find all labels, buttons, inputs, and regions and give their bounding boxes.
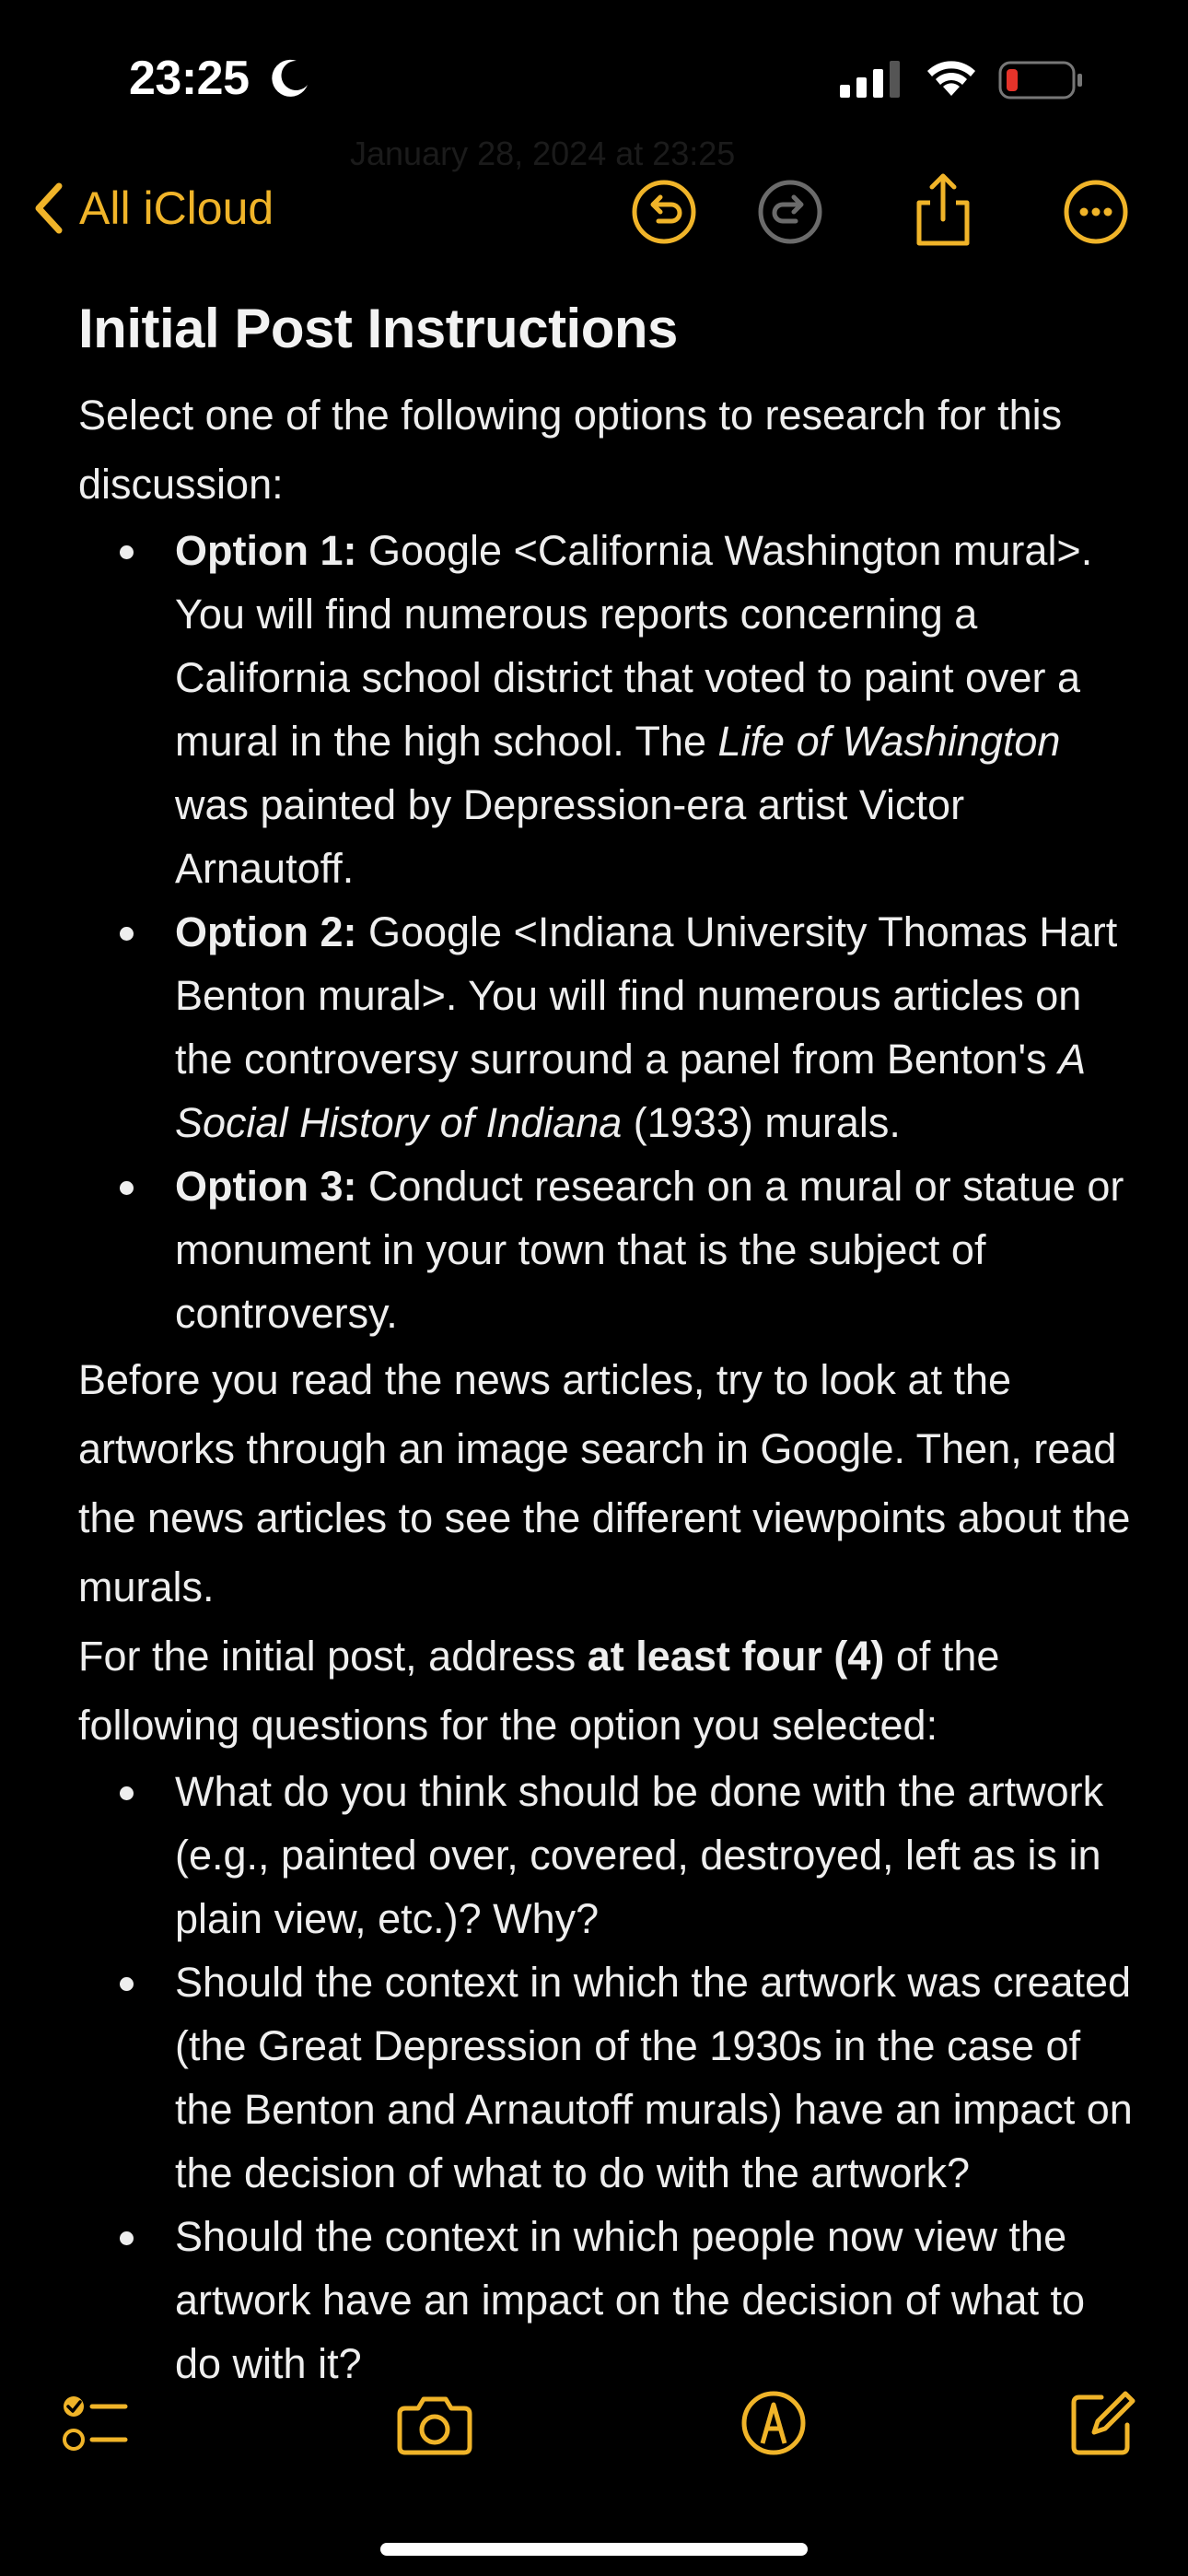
- back-label: All iCloud: [79, 182, 274, 234]
- list-item: [78, 900, 1137, 1154]
- undo-icon[interactable]: [629, 177, 699, 247]
- initial-post-paragraph: [78, 1622, 1137, 1760]
- option-text: (1933) murals.: [622, 1099, 901, 1146]
- share-icon[interactable]: [908, 171, 978, 249]
- note-date: January 28, 2024 at 23:25: [350, 135, 736, 172]
- para-bold: at least four (4): [587, 1633, 885, 1680]
- note-heading: Initial Post Instructions: [78, 298, 678, 359]
- note-body[interactable]: [78, 297, 1137, 2395]
- list-item: What do you think should be done with the artwork (e.g., painted over, covered, destroyed, left as is in plain view, etc.)? Why?: [78, 1760, 1137, 1950]
- home-indicator[interactable]: [380, 2543, 808, 2556]
- artwork-title: Life of Washington: [717, 718, 1061, 765]
- option-label: Option 2:: [175, 908, 357, 955]
- status-time: 23:25: [129, 52, 250, 105]
- option-text: was painted by Depression-era artist Victor Arnautoff.: [175, 781, 965, 892]
- option-label: Option 3:: [175, 1163, 357, 1210]
- options-list: [78, 519, 1137, 1345]
- questions-list: [78, 1760, 1137, 2395]
- list-item: Should the context in which the artwork was created (the Great Depression of the 1930s in the case of the Benton and Arnautoff murals) have an impact on the decision of what to do with the artwork?: [78, 1950, 1137, 2205]
- option-text: Google <California Washington mural>. You will find numerous reports concerning a California school district that voted to paint over a mural in the high school. The: [175, 527, 1093, 765]
- list-item: [78, 519, 1137, 900]
- checklist-icon[interactable]: [59, 2388, 129, 2458]
- option-label: Option 1:: [175, 527, 357, 574]
- redo-icon[interactable]: [755, 177, 825, 247]
- back-button[interactable]: [31, 181, 274, 236]
- para-text: For the initial post, address: [78, 1633, 588, 1680]
- research-paragraph: Before you read the news articles, try to look at the artworks through an image search in Google. Then, read the news articles to see the different viewpoints about the murals.: [78, 1356, 1131, 1610]
- list-item: Should the context in which people now view the artwork have an impact on the decision of what to do with it?: [78, 2205, 1137, 2395]
- para-text: of the following questions for the option you selected:: [78, 1633, 1000, 1749]
- intro-paragraph: Select one of the following options to research for this discussion:: [78, 392, 1063, 508]
- compose-icon[interactable]: [1066, 2388, 1136, 2458]
- more-icon[interactable]: [1061, 177, 1131, 247]
- option-text: Google <Indiana University Thomas Hart Benton mural>. You will find numerous articles on the controversy surround a panel from Benton's: [175, 908, 1118, 1083]
- wifi-icon: [925, 57, 978, 98]
- markup-icon[interactable]: [739, 2388, 809, 2458]
- artwork-title: A Social History of Indiana: [175, 1036, 1085, 1146]
- list-item: [78, 1154, 1137, 1345]
- battery-icon: [998, 61, 1083, 100]
- signal-icon: [840, 61, 901, 98]
- chevron-left-icon: [31, 181, 64, 236]
- camera-icon[interactable]: [396, 2388, 473, 2458]
- option-text: Conduct research on a mural or statue or monument in your town that is the subject of controversy.: [175, 1163, 1124, 1337]
- moon-icon: [271, 57, 311, 98]
